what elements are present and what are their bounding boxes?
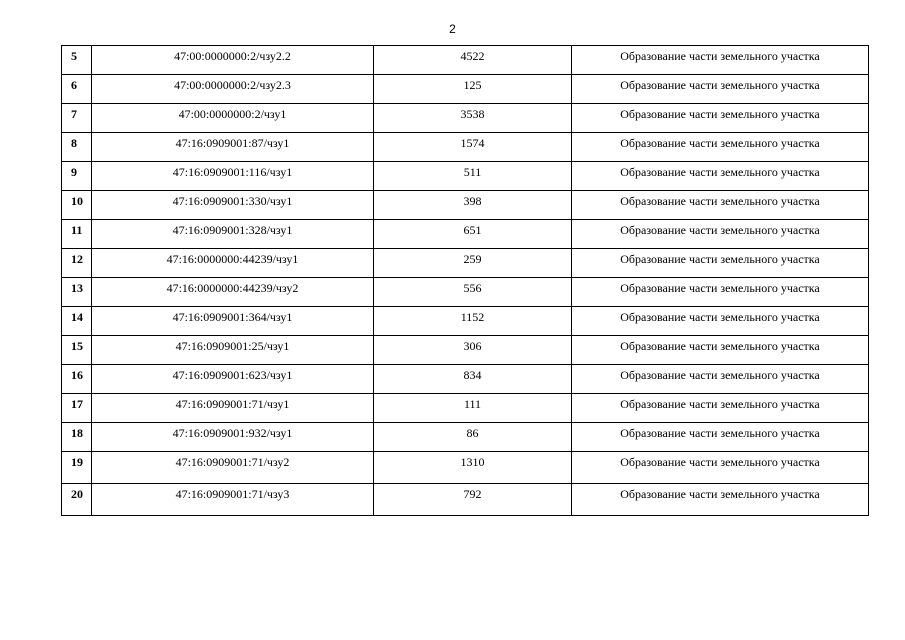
cadastral-number: 47:16:0909001:932/чзу1: [92, 423, 374, 452]
cadastral-number: 47:00:0000000:2/чзу2.3: [92, 75, 374, 104]
row-number: 7: [62, 104, 92, 133]
description: Образование части земельного участка: [572, 484, 869, 516]
table-row: [62, 365, 869, 394]
row-number: 9: [62, 162, 92, 191]
row-number: 10: [62, 191, 92, 220]
area-value: 86: [374, 423, 572, 452]
description: Образование части земельного участка: [572, 394, 869, 423]
table-row: [62, 484, 869, 516]
table-body: [62, 46, 869, 516]
cadastral-number: 47:00:0000000:2/чзу1: [92, 104, 374, 133]
table-row: [62, 75, 869, 104]
cadastral-number: 47:16:0909001:116/чзу1: [92, 162, 374, 191]
table-row: [62, 452, 869, 484]
row-number: 5: [62, 46, 92, 75]
cadastral-number: 47:16:0909001:25/чзу1: [92, 336, 374, 365]
cadastral-number: 47:16:0000000:44239/чзу2: [92, 278, 374, 307]
row-number: 6: [62, 75, 92, 104]
cadastral-number: 47:16:0000000:44239/чзу1: [92, 249, 374, 278]
cadastral-number: 47:16:0909001:71/чзу1: [92, 394, 374, 423]
description: Образование части земельного участка: [572, 307, 869, 336]
table-row: [62, 336, 869, 365]
cadastral-number: 47:16:0909001:71/чзу3: [92, 484, 374, 516]
area-value: 556: [374, 278, 572, 307]
table-row: [62, 162, 869, 191]
row-number: 19: [62, 452, 92, 484]
description: Образование части земельного участка: [572, 46, 869, 75]
table-row: [62, 191, 869, 220]
description: Образование части земельного участка: [572, 75, 869, 104]
area-value: 511: [374, 162, 572, 191]
area-value: 125: [374, 75, 572, 104]
table-row: [62, 423, 869, 452]
area-value: 4522: [374, 46, 572, 75]
table-row: [62, 46, 869, 75]
description: Образование части земельного участка: [572, 423, 869, 452]
row-number: 20: [62, 484, 92, 516]
cadastral-number: 47:16:0909001:87/чзу1: [92, 133, 374, 162]
area-value: 3538: [374, 104, 572, 133]
description: Образование части земельного участка: [572, 191, 869, 220]
area-value: 1310: [374, 452, 572, 484]
row-number: 8: [62, 133, 92, 162]
area-value: 834: [374, 365, 572, 394]
area-value: 398: [374, 191, 572, 220]
area-value: 1152: [374, 307, 572, 336]
row-number: 13: [62, 278, 92, 307]
cadastral-number: 47:16:0909001:623/чзу1: [92, 365, 374, 394]
area-value: 111: [374, 394, 572, 423]
row-number: 17: [62, 394, 92, 423]
row-number: 14: [62, 307, 92, 336]
table-row: [62, 278, 869, 307]
row-number: 15: [62, 336, 92, 365]
row-number: 16: [62, 365, 92, 394]
table-row: [62, 394, 869, 423]
description: Образование части земельного участка: [572, 336, 869, 365]
description: Образование части земельного участка: [572, 452, 869, 484]
area-value: 792: [374, 484, 572, 516]
description: Образование части земельного участка: [572, 278, 869, 307]
description: Образование части земельного участка: [572, 162, 869, 191]
area-value: 651: [374, 220, 572, 249]
description: Образование части земельного участка: [572, 365, 869, 394]
cadastral-number: 47:16:0909001:71/чзу2: [92, 452, 374, 484]
description: Образование части земельного участка: [572, 220, 869, 249]
description: Образование части земельного участка: [572, 133, 869, 162]
row-number: 12: [62, 249, 92, 278]
row-number: 11: [62, 220, 92, 249]
table-row: [62, 133, 869, 162]
cadastral-number: 47:16:0909001:330/чзу1: [92, 191, 374, 220]
table-row: [62, 220, 869, 249]
row-number: 18: [62, 423, 92, 452]
cadastral-number: 47:16:0909001:328/чзу1: [92, 220, 374, 249]
description: Образование части земельного участка: [572, 249, 869, 278]
table-row: [62, 307, 869, 336]
page-number: 2: [449, 22, 456, 36]
area-value: 306: [374, 336, 572, 365]
land-parts-table: [61, 45, 869, 516]
area-value: 1574: [374, 133, 572, 162]
area-value: 259: [374, 249, 572, 278]
description: Образование части земельного участка: [572, 104, 869, 133]
cadastral-number: 47:00:0000000:2/чзу2.2: [92, 46, 374, 75]
table-row: [62, 104, 869, 133]
table-row: [62, 249, 869, 278]
cadastral-number: 47:16:0909001:364/чзу1: [92, 307, 374, 336]
